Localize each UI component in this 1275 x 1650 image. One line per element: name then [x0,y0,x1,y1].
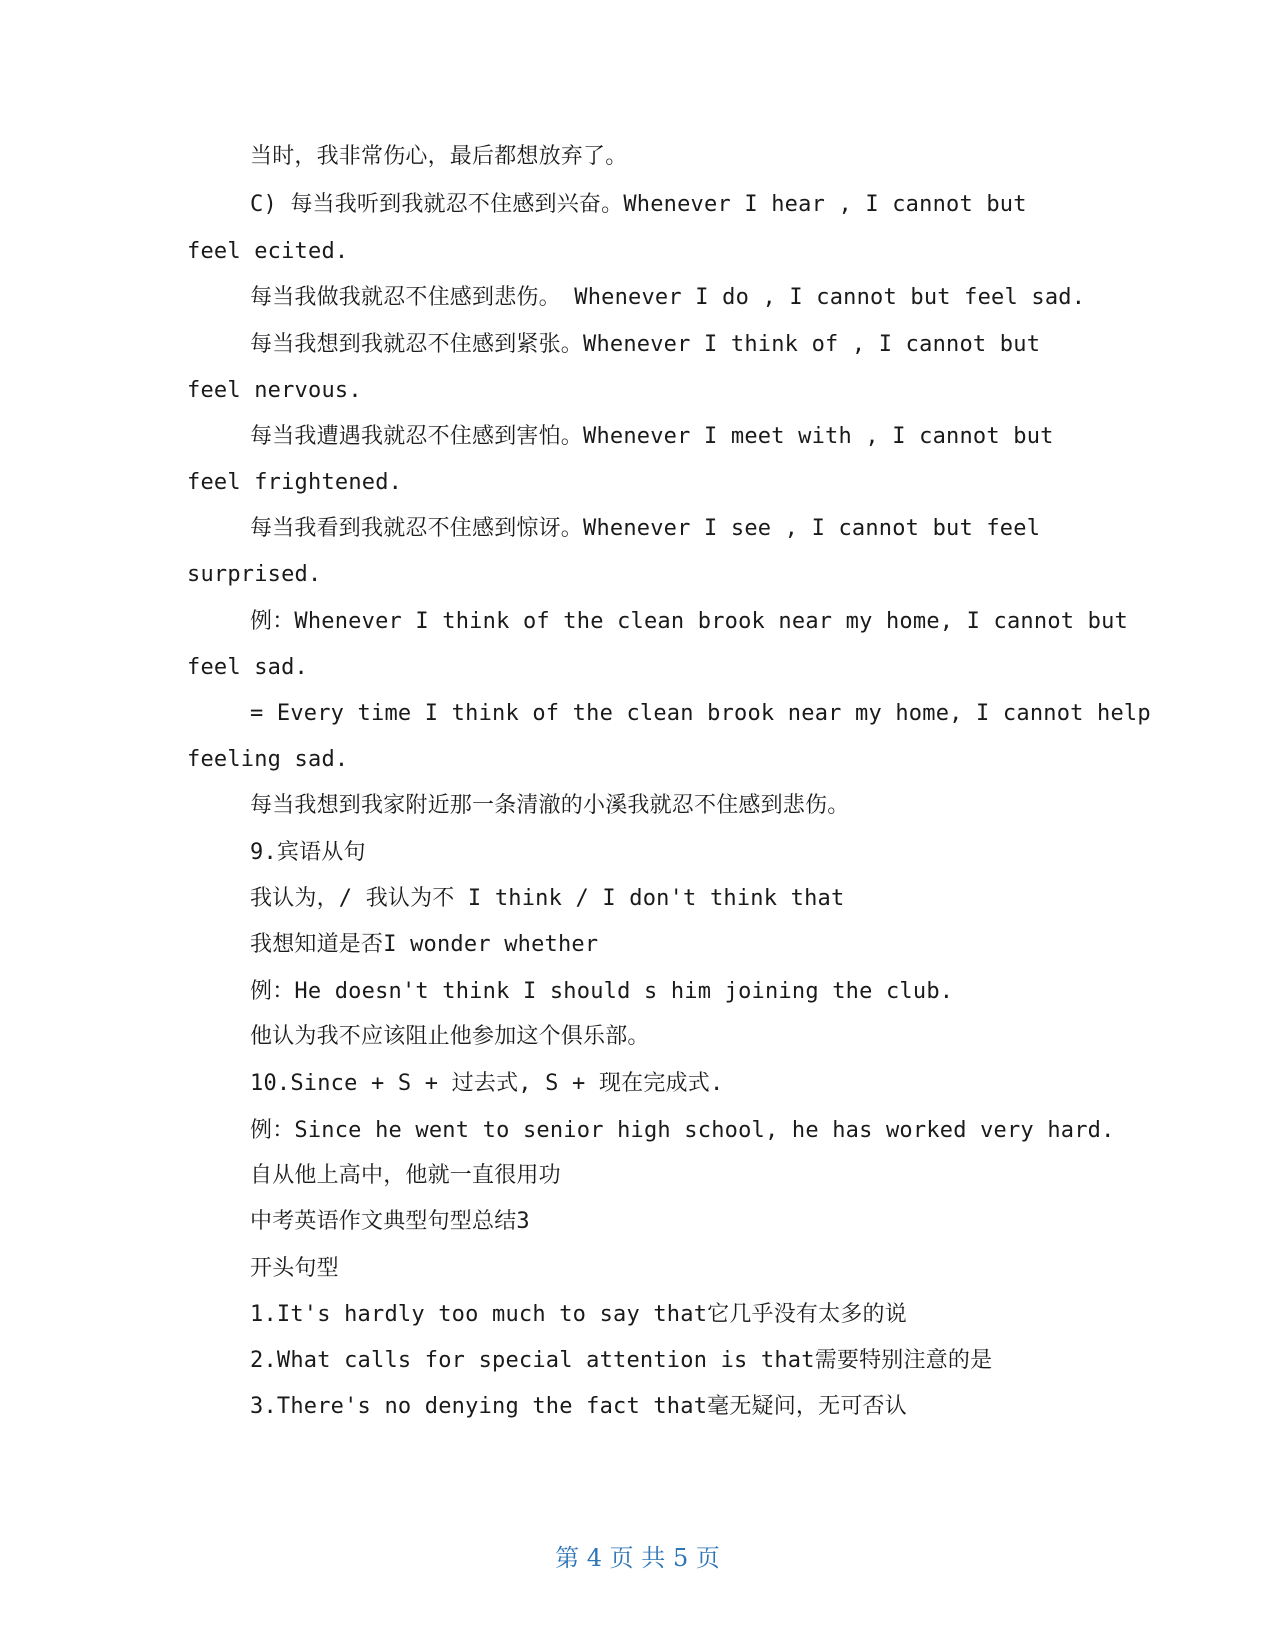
text-line: 例：Since he went to senior high school, he has worked very hard. [250,1118,1115,1143]
text-line: 每当我想到我家附近那一条清澈的小溪我就忍不住感到悲伤。 [250,793,850,818]
text-line: 当时，我非常伤心，最后都想放弃了。 [250,144,628,169]
text-line: feel ecited. [187,239,349,264]
text-line: feel frightened. [187,470,403,495]
text-line: 每当我想到我就忍不住感到紧张。Whenever I think of , I cannot but [250,332,1041,357]
text-line: 2.What calls for special attention is that需要特别注意的是 [250,1348,993,1373]
text-line: feel nervous. [187,378,362,403]
text-line: = Every time I think of the clean brook near my home, I cannot help [250,701,1151,726]
section-heading: 9.宾语从句 [250,840,366,865]
text-line: 1.It's hardly too much to say that它几乎没有太多的说 [250,1302,907,1327]
text-line: 每当我做我就忍不住感到悲伤。 Whenever I do , I cannot but feel sad. [250,285,1086,310]
text-line: C) 每当我听到我就忍不住感到兴奋。Whenever I hear , I cannot but [250,192,1027,217]
text-line: feeling sad. [187,747,349,772]
text-line: 自从他上高中，他就一直很用功 [250,1163,561,1188]
text-line: 每当我看到我就忍不住感到惊讶。Whenever I see , I cannot but feel [250,516,1041,541]
text-line: 我想知道是否I wonder whether [250,932,599,957]
page-number-footer: 第 4 页 共 5 页 [555,1544,720,1572]
section-heading: 10.Since + S + 过去式, S + 现在完成式. [250,1071,724,1096]
text-line: 我认为，/ 我认为不 I think / I don't think that [250,886,845,911]
text-line: feel sad. [187,655,309,680]
text-line: 例：Whenever I think of the clean brook near my home, I cannot but [250,609,1128,634]
text-line: surprised. [187,562,322,587]
section-heading: 开头句型 [250,1256,339,1281]
text-line: 3.There's no denying the fact that毫无疑问，无可否认 [250,1394,907,1419]
document-subtitle: 中考英语作文典型句型总结3 [250,1209,530,1234]
text-line: 每当我遭遇我就忍不住感到害怕。Whenever I meet with , I cannot but [250,424,1054,449]
text-line: 他认为我不应该阻止他参加这个俱乐部。 [250,1024,650,1049]
text-line: 例：He doesn't think I should s him joining the club. [250,979,954,1004]
